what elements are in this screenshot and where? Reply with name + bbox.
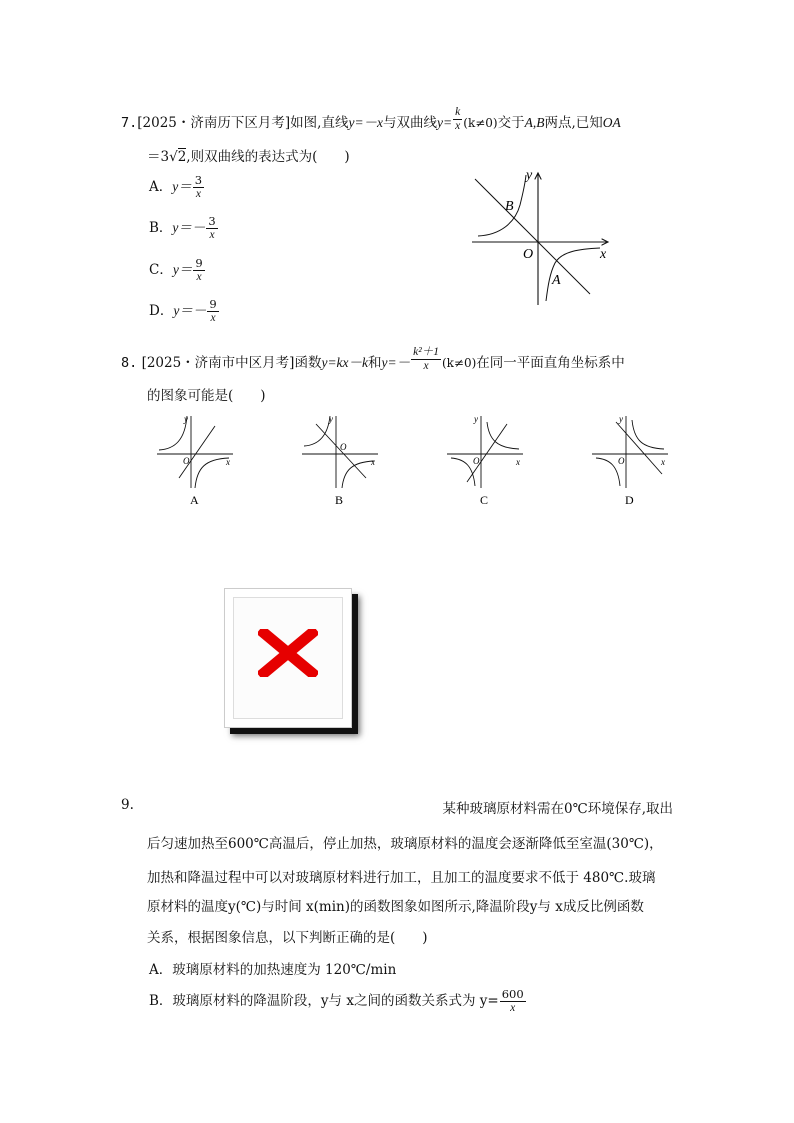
q9-line1: 某种玻璃原材料需在0℃环境保存,取出 <box>442 801 673 817</box>
q7-text: 两点,已知 <box>544 115 603 131</box>
svg-text:O: O <box>618 456 625 466</box>
svg-text:y: y <box>619 414 623 424</box>
q7-option-c[interactable]: C．y＝ $\frac{9}{x}$ <box>149 256 203 283</box>
q8-graph-a[interactable] <box>155 412 237 510</box>
q7-oa: OA <box>602 115 621 130</box>
svg-text:x: x <box>661 457 665 467</box>
q7-hyperbola-lhs: y= <box>437 115 453 130</box>
q9-line2: 后匀速加热至600℃高温后，停止加热，玻璃原材料的温度会逐渐降低至室温(30℃)， <box>147 836 663 852</box>
q8-line1 <box>121 346 625 377</box>
red-x-icon <box>258 629 318 677</box>
q8-question: 的图象可能是( ) <box>147 388 266 404</box>
x-axis-label: x <box>600 247 607 262</box>
q7-radicand: 2 <box>177 149 187 165</box>
svg-text:x: x <box>516 457 520 467</box>
q7-points: A,B <box>524 115 545 130</box>
q9-line3: 加热和降温过程中可以对玻璃原材料进行加工，且加工的温度要求不低于 480℃.玻璃 <box>147 870 656 886</box>
svg-text:O: O <box>473 456 480 466</box>
q8-graph-b[interactable] <box>300 412 382 510</box>
q9-option-b[interactable]: B．玻璃原材料的降温阶段，y与 x之间的函数关系式为 y= $\frac{600}{x}$ <box>149 987 524 1014</box>
q7-option-a[interactable]: A．y＝ $\frac{3}{x}$ <box>149 173 203 200</box>
q8-text: 和 <box>368 355 382 371</box>
line-y-neg-x <box>475 179 590 294</box>
svg-text:y: y <box>329 414 333 424</box>
q7-hyperbola-fraction: $\frac{k}{x}$ <box>455 106 461 132</box>
q7-hyperbola-cond: (k≠0) <box>463 116 498 130</box>
q8-text: 函数 <box>294 355 322 371</box>
q8-source: [2025・济南市中区月考] <box>141 355 295 371</box>
q7-line-eq: y=－x <box>348 115 384 130</box>
graph-c-label: C <box>480 493 489 507</box>
point-a-label: A <box>552 273 561 288</box>
q7-text: 如图,直线 <box>290 115 349 131</box>
q7-text: 交于 <box>497 115 525 131</box>
q8-f2-lhs: y=－ <box>381 355 411 370</box>
q8-f2-fraction: $\frac{\text{k²＋1}}{x}$ <box>413 346 439 372</box>
sqrt-sign: √ <box>169 149 178 165</box>
q9-number: 9. <box>121 797 134 813</box>
svg-text:y: y <box>474 414 478 424</box>
broken-image-icon <box>224 588 352 728</box>
q9-line5: 关系，根据图象信息，以下判断正确的是( ) <box>147 930 428 946</box>
origin-label: O <box>523 247 534 262</box>
graph-a-label: A <box>190 493 199 507</box>
q8-graph-d[interactable] <box>590 412 672 510</box>
point-b-label: B <box>505 199 514 214</box>
q8-linear-function: y=kx－k <box>321 355 369 370</box>
svg-text:O: O <box>183 456 190 466</box>
q7-figure <box>470 165 620 310</box>
q8-line2 <box>147 384 266 404</box>
q7-question: ,则双曲线的表达式为( ) <box>186 149 350 165</box>
q7-option-d[interactable]: D．y＝－ $\frac{9}{x}$ <box>149 297 217 324</box>
q8-number: 8. <box>121 355 138 371</box>
q8-text: 在同一平面直角坐标系中 <box>476 355 625 371</box>
q7-oa-value: ＝3 <box>147 149 170 165</box>
graph-b-label: B <box>335 493 344 507</box>
q7-source: [2025・济南历下区月考] <box>137 115 291 131</box>
svg-text:O: O <box>340 442 347 452</box>
y-axis-label: y <box>526 168 533 183</box>
q8-graph-c[interactable] <box>445 412 527 510</box>
q9-option-a[interactable]: A．玻璃原材料的加热速度为 120℃/min <box>149 962 397 978</box>
svg-text:y: y <box>184 414 188 424</box>
q7-line2 <box>147 145 350 165</box>
q7-number: 7. <box>121 115 138 131</box>
graph-d-label: D <box>625 493 634 507</box>
q9-line4: 原材料的温度y(℃)与时间 x(min)的函数图象如图所示,降温阶段y与 x成反比例函数 <box>147 899 644 915</box>
q7-option-b[interactable]: B．y＝－ $\frac{3}{x}$ <box>149 214 216 241</box>
q7-line1 <box>121 106 621 137</box>
q8-f2-cond: (k≠0) <box>441 356 477 370</box>
q7-text: 与双曲线 <box>383 115 438 131</box>
svg-text:x: x <box>226 457 230 467</box>
svg-text:x: x <box>371 457 375 467</box>
